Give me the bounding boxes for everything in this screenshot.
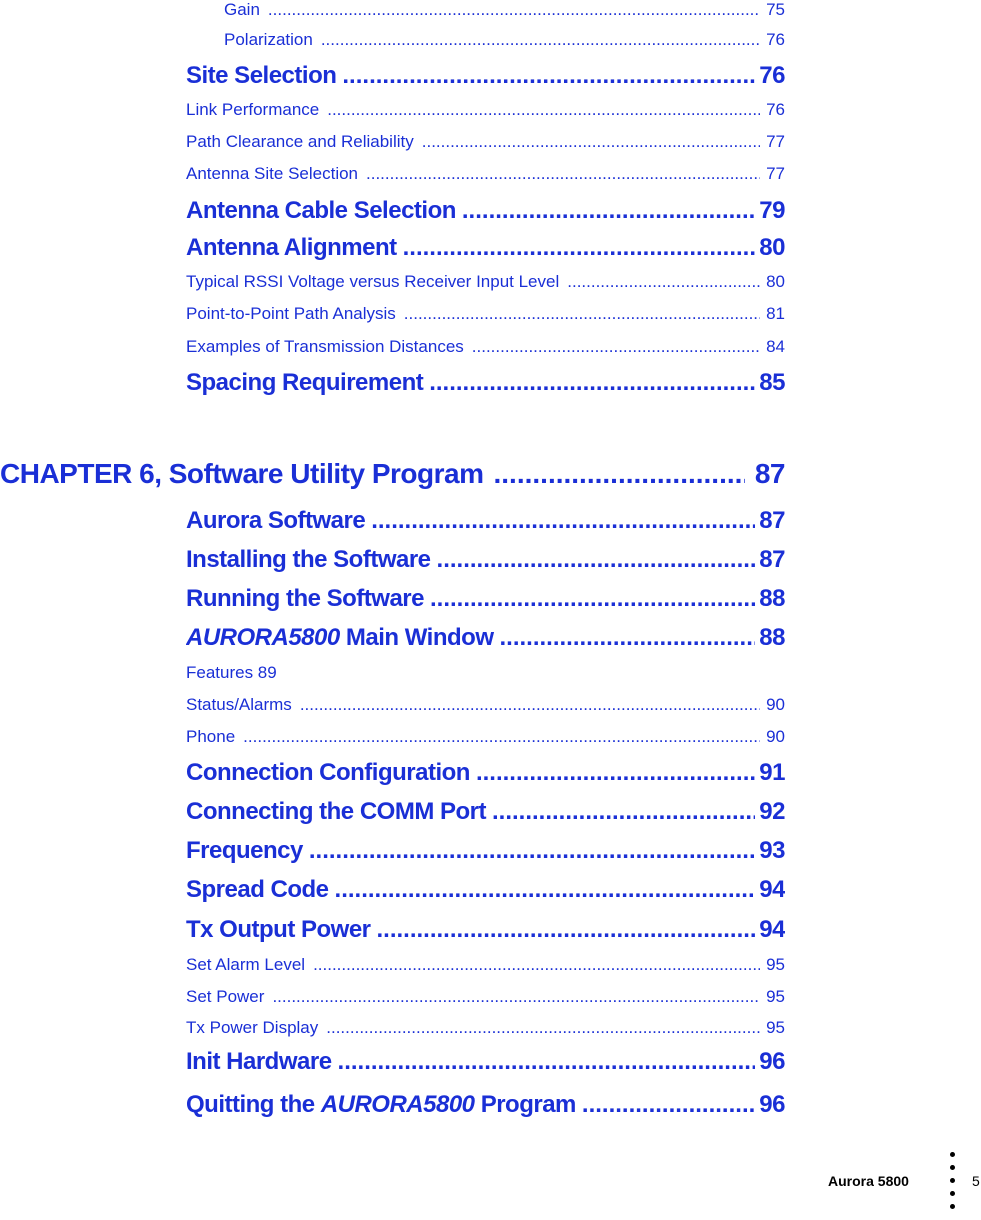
dot-leader xyxy=(404,304,760,324)
toc-label: Connection Configuration xyxy=(186,759,470,786)
toc-label: Antenna Cable Selection xyxy=(186,197,456,224)
toc-entry-init-hardware[interactable] xyxy=(186,1048,785,1076)
toc-label-text: Main Window xyxy=(339,624,494,651)
footer-page-number: 5 xyxy=(972,1173,980,1189)
toc-page-number: 91 xyxy=(759,759,785,786)
toc-page-number: 88 xyxy=(759,585,785,612)
footer-dot-column xyxy=(950,1152,958,1217)
toc-page-number: 90 xyxy=(766,695,785,714)
dot-leader xyxy=(493,458,744,490)
dot-leader xyxy=(430,585,755,613)
product-name: AURORA5800 xyxy=(320,1091,475,1118)
dot-leader xyxy=(335,876,756,904)
toc-page-number: 80 xyxy=(766,272,785,291)
toc-label: Init Hardware xyxy=(186,1048,332,1075)
toc-page-number: 95 xyxy=(766,1018,785,1037)
dot-leader xyxy=(582,1091,755,1119)
chapter-title: CHAPTER 6, Software Utility Program xyxy=(0,458,484,489)
toc-entry-phone[interactable] xyxy=(186,727,785,747)
toc-page-number: 90 xyxy=(766,727,785,746)
toc-label: Frequency xyxy=(186,837,303,864)
toc-label: Site Selection xyxy=(186,62,337,89)
toc-entry-status-alarms[interactable] xyxy=(186,695,785,715)
footer-dot xyxy=(950,1152,955,1157)
toc-page-number: 76 xyxy=(759,62,785,89)
toc-page-number: 94 xyxy=(759,876,785,903)
toc-entry-comm-port[interactable] xyxy=(186,798,785,826)
dot-leader xyxy=(300,695,760,715)
toc-label: Spacing Requirement xyxy=(186,369,424,396)
footer-dot xyxy=(950,1204,955,1209)
toc-label: Set Power xyxy=(186,987,265,1006)
toc-label: Polarization xyxy=(224,30,313,49)
toc-label: Running the Software xyxy=(186,585,424,612)
toc-entry-aurora-software[interactable] xyxy=(186,507,785,535)
dot-leader xyxy=(492,798,755,826)
toc-entry-tx-output-power[interactable] xyxy=(186,916,785,944)
dot-leader xyxy=(366,164,760,184)
toc-page-number: 93 xyxy=(759,837,785,864)
dot-leader xyxy=(272,987,760,1007)
toc-entry-spacing-requirement[interactable] xyxy=(186,369,785,397)
toc-entry-set-power[interactable] xyxy=(186,987,785,1007)
toc-page-number: 76 xyxy=(766,30,785,49)
dot-leader xyxy=(321,30,760,50)
toc-page-number: 87 xyxy=(759,507,785,534)
toc-page-number: 80 xyxy=(759,234,785,261)
dot-leader xyxy=(499,624,755,652)
footer-document-title: Aurora 5800 xyxy=(828,1173,909,1189)
toc-label: Point-to-Point Path Analysis xyxy=(186,304,396,323)
toc-label: Link Performance xyxy=(186,100,320,119)
dot-leader xyxy=(422,132,760,152)
toc-page-number: 95 xyxy=(766,987,785,1006)
toc-page-number: 95 xyxy=(766,955,785,974)
toc-page-number: 81 xyxy=(766,304,785,323)
dot-leader xyxy=(567,272,760,292)
footer-dot xyxy=(950,1165,955,1170)
dot-leader xyxy=(476,759,755,787)
toc-page-number: 94 xyxy=(759,916,785,943)
dot-leader xyxy=(371,507,755,535)
toc-label: Phone xyxy=(186,727,236,746)
toc-label: Gain xyxy=(224,0,260,19)
toc-page-number: 88 xyxy=(759,624,785,651)
toc-entry-site-selection[interactable] xyxy=(186,62,785,90)
toc-page-number: 79 xyxy=(759,197,785,224)
toc-page-number: 96 xyxy=(759,1091,785,1118)
dot-leader xyxy=(338,1048,756,1076)
toc-label-text: Quitting the xyxy=(186,1091,321,1118)
dot-leader xyxy=(327,100,760,120)
toc-entry-set-alarm-level[interactable] xyxy=(186,955,785,975)
toc-entry-installing-software[interactable] xyxy=(186,546,785,574)
toc-label: Connecting the COMM Port xyxy=(186,798,486,825)
toc-page-number: 77 xyxy=(766,164,785,183)
toc-label: Aurora Software xyxy=(186,507,366,534)
toc-page-number: 85 xyxy=(759,369,785,396)
toc-entry-chapter-6[interactable] xyxy=(0,458,785,490)
toc-page-number: 84 xyxy=(766,337,785,356)
toc-page-number: 76 xyxy=(766,100,785,119)
product-name: AURORA5800 xyxy=(186,624,340,651)
dot-leader xyxy=(403,234,756,262)
toc-entry-link-performance[interactable] xyxy=(186,100,785,120)
toc-entry-frequency[interactable] xyxy=(186,837,785,865)
toc-entry-path-clearance[interactable] xyxy=(186,132,785,152)
toc-label: Examples of Transmission Distances xyxy=(186,337,464,356)
toc-label xyxy=(186,1091,576,1119)
toc-page-number: 92 xyxy=(759,798,785,825)
toc-label: Installing the Software xyxy=(186,546,431,573)
dot-leader xyxy=(437,546,756,574)
toc-entry-connection-config[interactable] xyxy=(186,759,785,787)
dot-leader xyxy=(309,837,755,865)
toc-page-number: 96 xyxy=(759,1048,785,1075)
toc-entry-gain[interactable] xyxy=(224,0,785,20)
toc-page-number: 87 xyxy=(759,546,785,573)
toc-entry-ptp-path-analysis[interactable] xyxy=(186,304,785,324)
toc-label: Typical RSSI Voltage versus Receiver Input Level xyxy=(186,272,560,291)
dot-leader xyxy=(429,369,755,397)
dot-leader xyxy=(243,727,760,747)
toc-label: Status/Alarms xyxy=(186,695,292,714)
dot-leader xyxy=(313,955,760,975)
dot-leader xyxy=(326,1018,760,1038)
toc-entry-typical-rssi[interactable] xyxy=(186,272,785,292)
toc-label: Features 89 xyxy=(186,663,277,682)
dot-leader xyxy=(268,0,760,20)
toc-label: Tx Output Power xyxy=(186,916,371,943)
toc-entry-examples-transmission[interactable] xyxy=(186,337,785,357)
dot-leader xyxy=(377,916,756,944)
toc-entry-features[interactable] xyxy=(186,663,785,683)
dot-leader xyxy=(462,197,755,225)
toc-label: Set Alarm Level xyxy=(186,955,306,974)
toc-entry-spread-code[interactable] xyxy=(186,876,785,904)
dot-leader xyxy=(342,62,755,90)
toc-entry-antenna-cable-selection[interactable] xyxy=(186,197,785,225)
toc-entry-tx-power-display[interactable] xyxy=(186,1018,785,1038)
toc-page-number: 87 xyxy=(754,458,785,489)
toc-label: Path Clearance and Reliability xyxy=(186,132,414,151)
footer-dot xyxy=(950,1178,955,1183)
footer-dot xyxy=(950,1191,955,1196)
toc-page-number: 75 xyxy=(766,0,785,19)
toc-label-text-after: Program xyxy=(474,1091,576,1118)
toc-entry-antenna-alignment[interactable] xyxy=(186,234,785,262)
toc-label: Antenna Alignment xyxy=(186,234,397,261)
toc-label: Antenna Site Selection xyxy=(186,164,359,183)
toc-label xyxy=(186,624,493,652)
toc-label: Tx Power Display xyxy=(186,1018,319,1037)
toc-entry-running-software[interactable] xyxy=(186,585,785,613)
toc-entry-polarization[interactable] xyxy=(224,30,785,50)
toc-entry-quitting[interactable] xyxy=(186,1091,785,1119)
toc-entry-antenna-site-selection[interactable] xyxy=(186,164,785,184)
dot-leader xyxy=(472,337,760,357)
toc-page-number: 77 xyxy=(766,132,785,151)
toc-label: Spread Code xyxy=(186,876,329,903)
toc-entry-main-window[interactable] xyxy=(186,624,785,652)
